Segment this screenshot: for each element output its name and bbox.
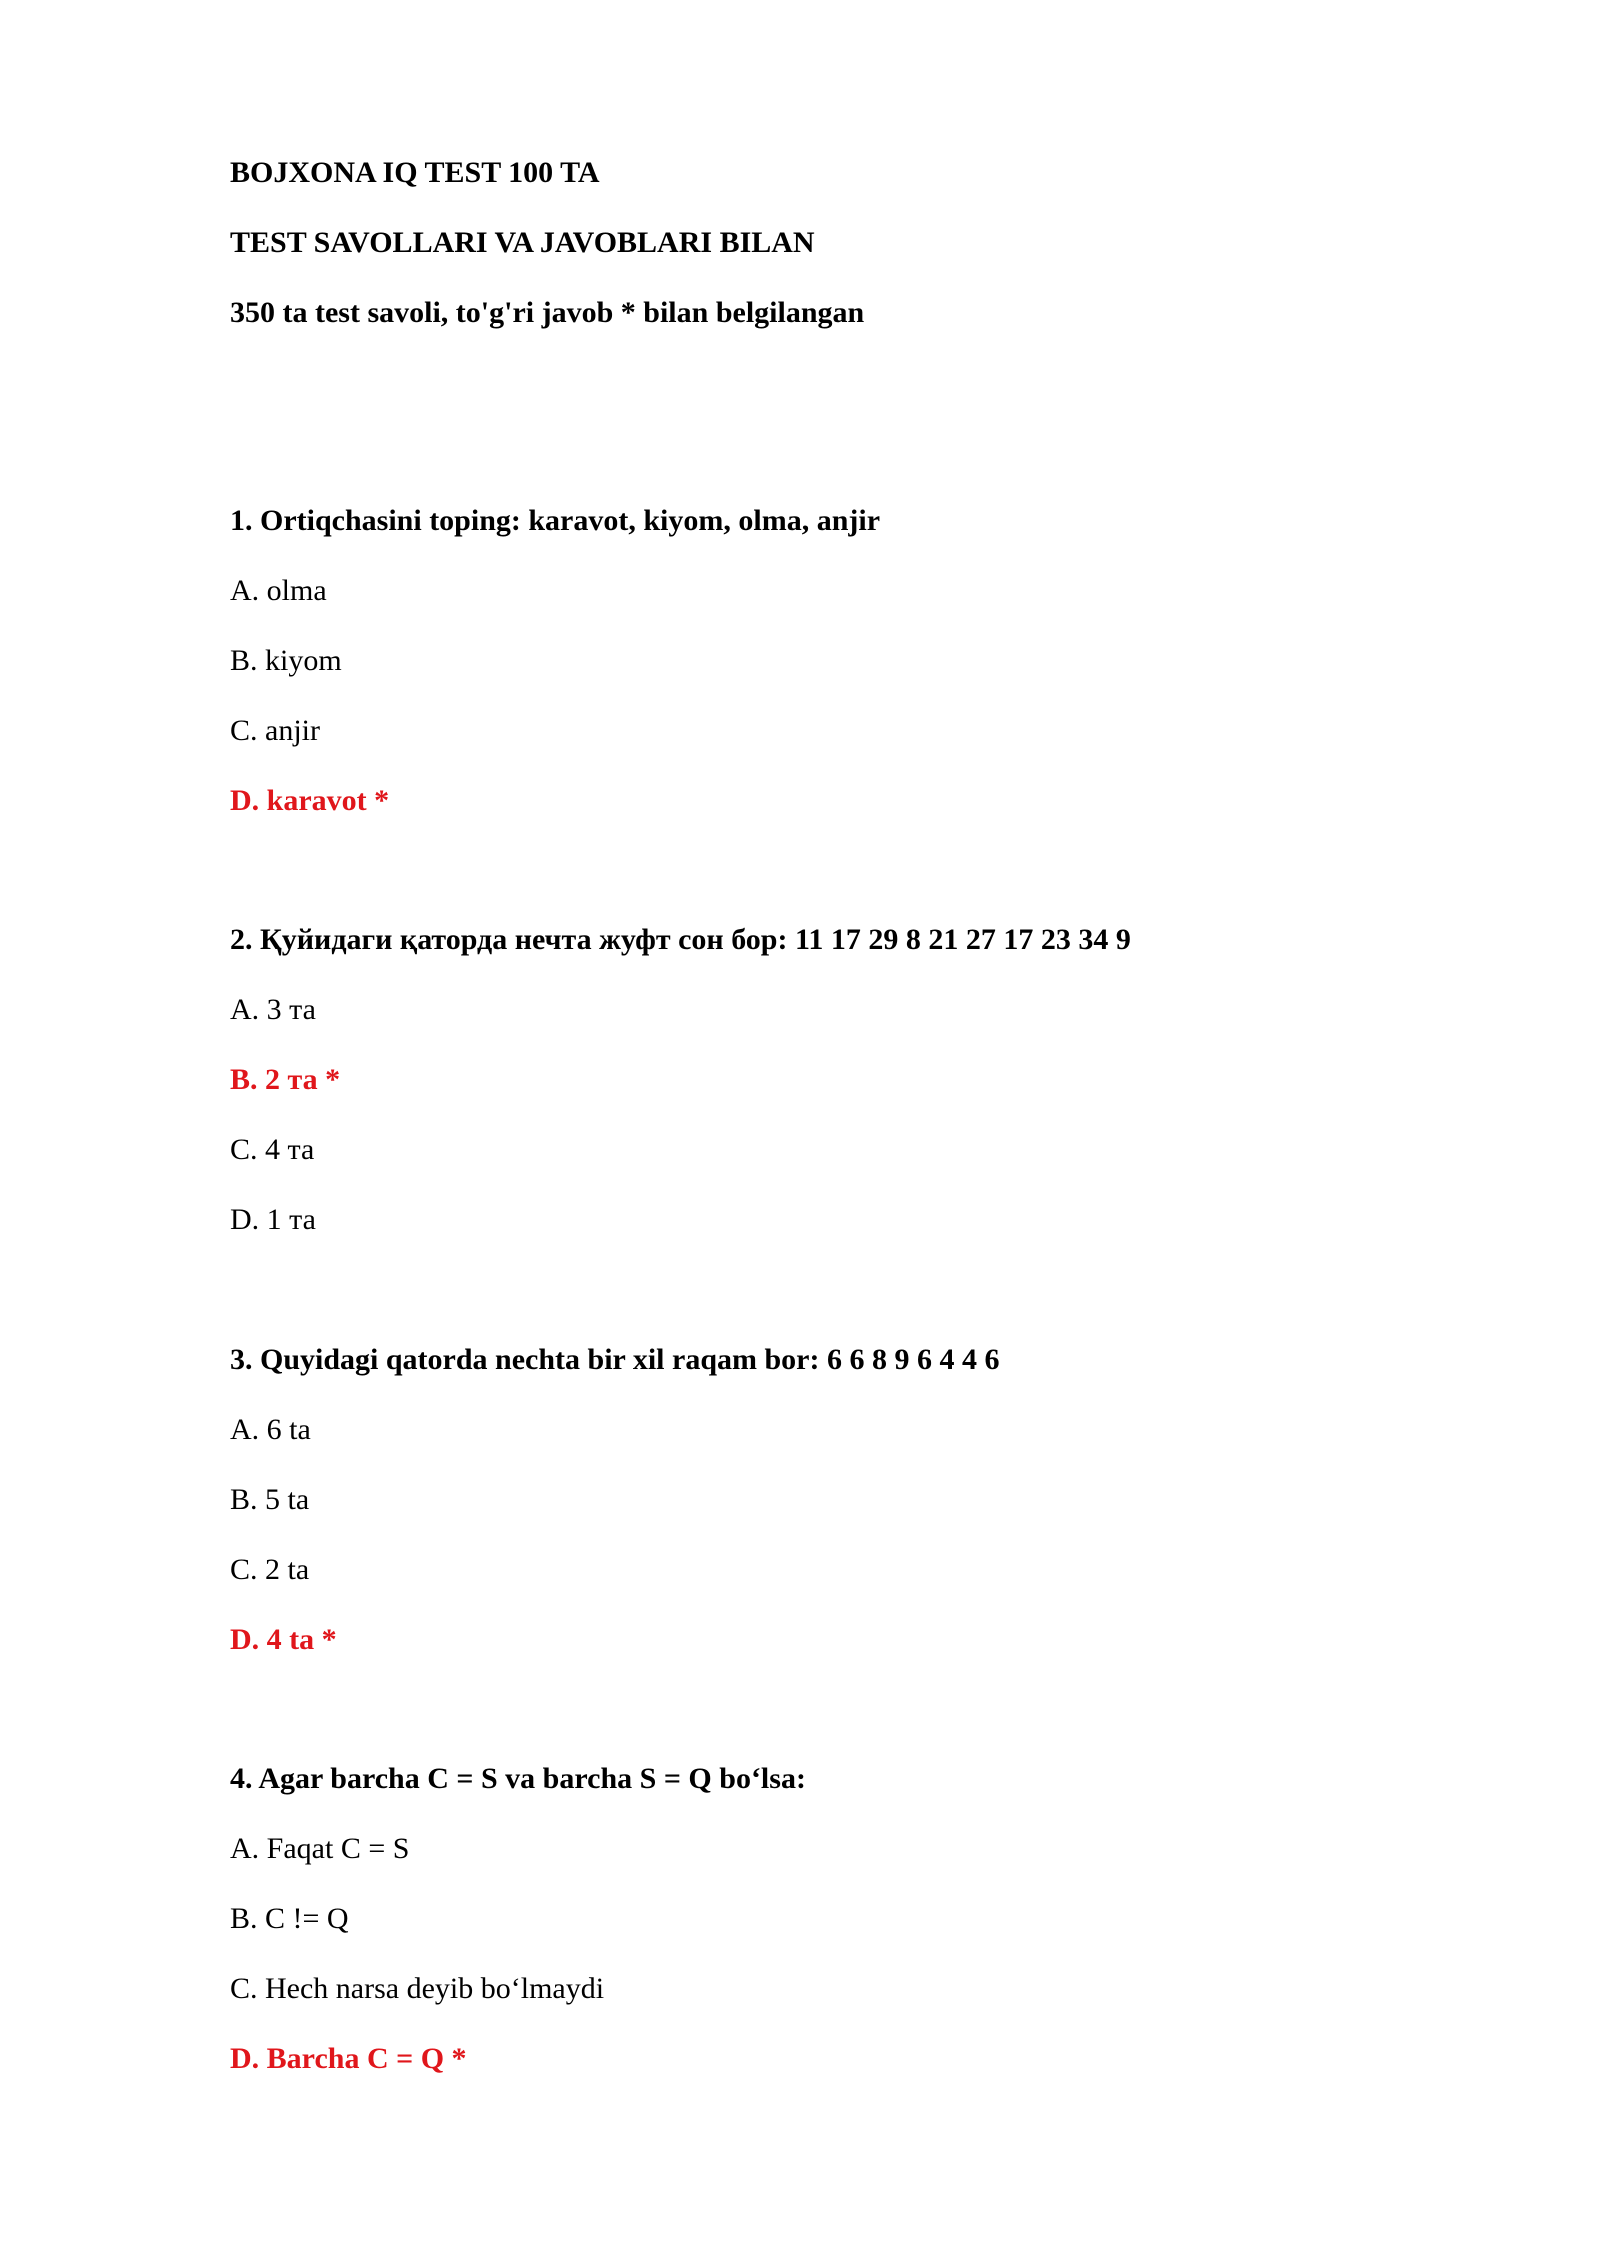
question-3-option-a: A. 6 ta xyxy=(230,1413,311,1446)
question-3-text: 3. Quyidagi qatorda nechta bir xil raqam bor: 6 6 8 9 6 4 4 6 xyxy=(230,1343,1000,1376)
question-1-text: 1. Ortiqchasini toping: karavot, kiyom, olma, anjir xyxy=(230,504,881,537)
document-title: BOJXONA IQ TEST 100 TA xyxy=(230,156,600,189)
question-3-option-d-correct: D. 4 ta * xyxy=(230,1623,337,1656)
question-2-option-c: C. 4 та xyxy=(230,1133,315,1166)
document-note: 350 ta test savoli, to'g'ri javob * bilan belgilangan xyxy=(230,296,865,329)
question-2-text: 2. Қуйидаги қаторда нечта жуфт сон бор: 11 17 29 8 21 27 17 23 34 9 xyxy=(230,923,1131,956)
question-4-text: 4. Agar barcha C = S va barcha S = Q bo‘lsa: xyxy=(230,1762,806,1795)
question-4-option-d-correct: D. Barcha C = Q * xyxy=(230,2042,467,2075)
question-3-option-b: B. 5 ta xyxy=(230,1483,310,1516)
question-2-option-b-correct: B. 2 та * xyxy=(230,1063,341,1096)
question-1-option-a: A. olma xyxy=(230,574,327,607)
question-1-option-b: B. kiyom xyxy=(230,644,342,677)
question-3-option-c: C. 2 ta xyxy=(230,1553,310,1586)
question-1-option-c: C. anjir xyxy=(230,714,320,747)
question-4-option-c: C. Hech narsa deyib bo‘lmaydi xyxy=(230,1972,605,2005)
question-1-option-d-correct: D. karavot * xyxy=(230,784,390,817)
question-2-option-d: D. 1 та xyxy=(230,1203,316,1236)
document-subtitle: TEST SAVOLLARI VA JAVOBLARI BILAN xyxy=(230,226,815,259)
question-4-option-a: A. Faqat C = S xyxy=(230,1832,410,1865)
question-2-option-a: A. 3 та xyxy=(230,993,316,1026)
question-4-option-b: B. C != Q xyxy=(230,1902,349,1935)
